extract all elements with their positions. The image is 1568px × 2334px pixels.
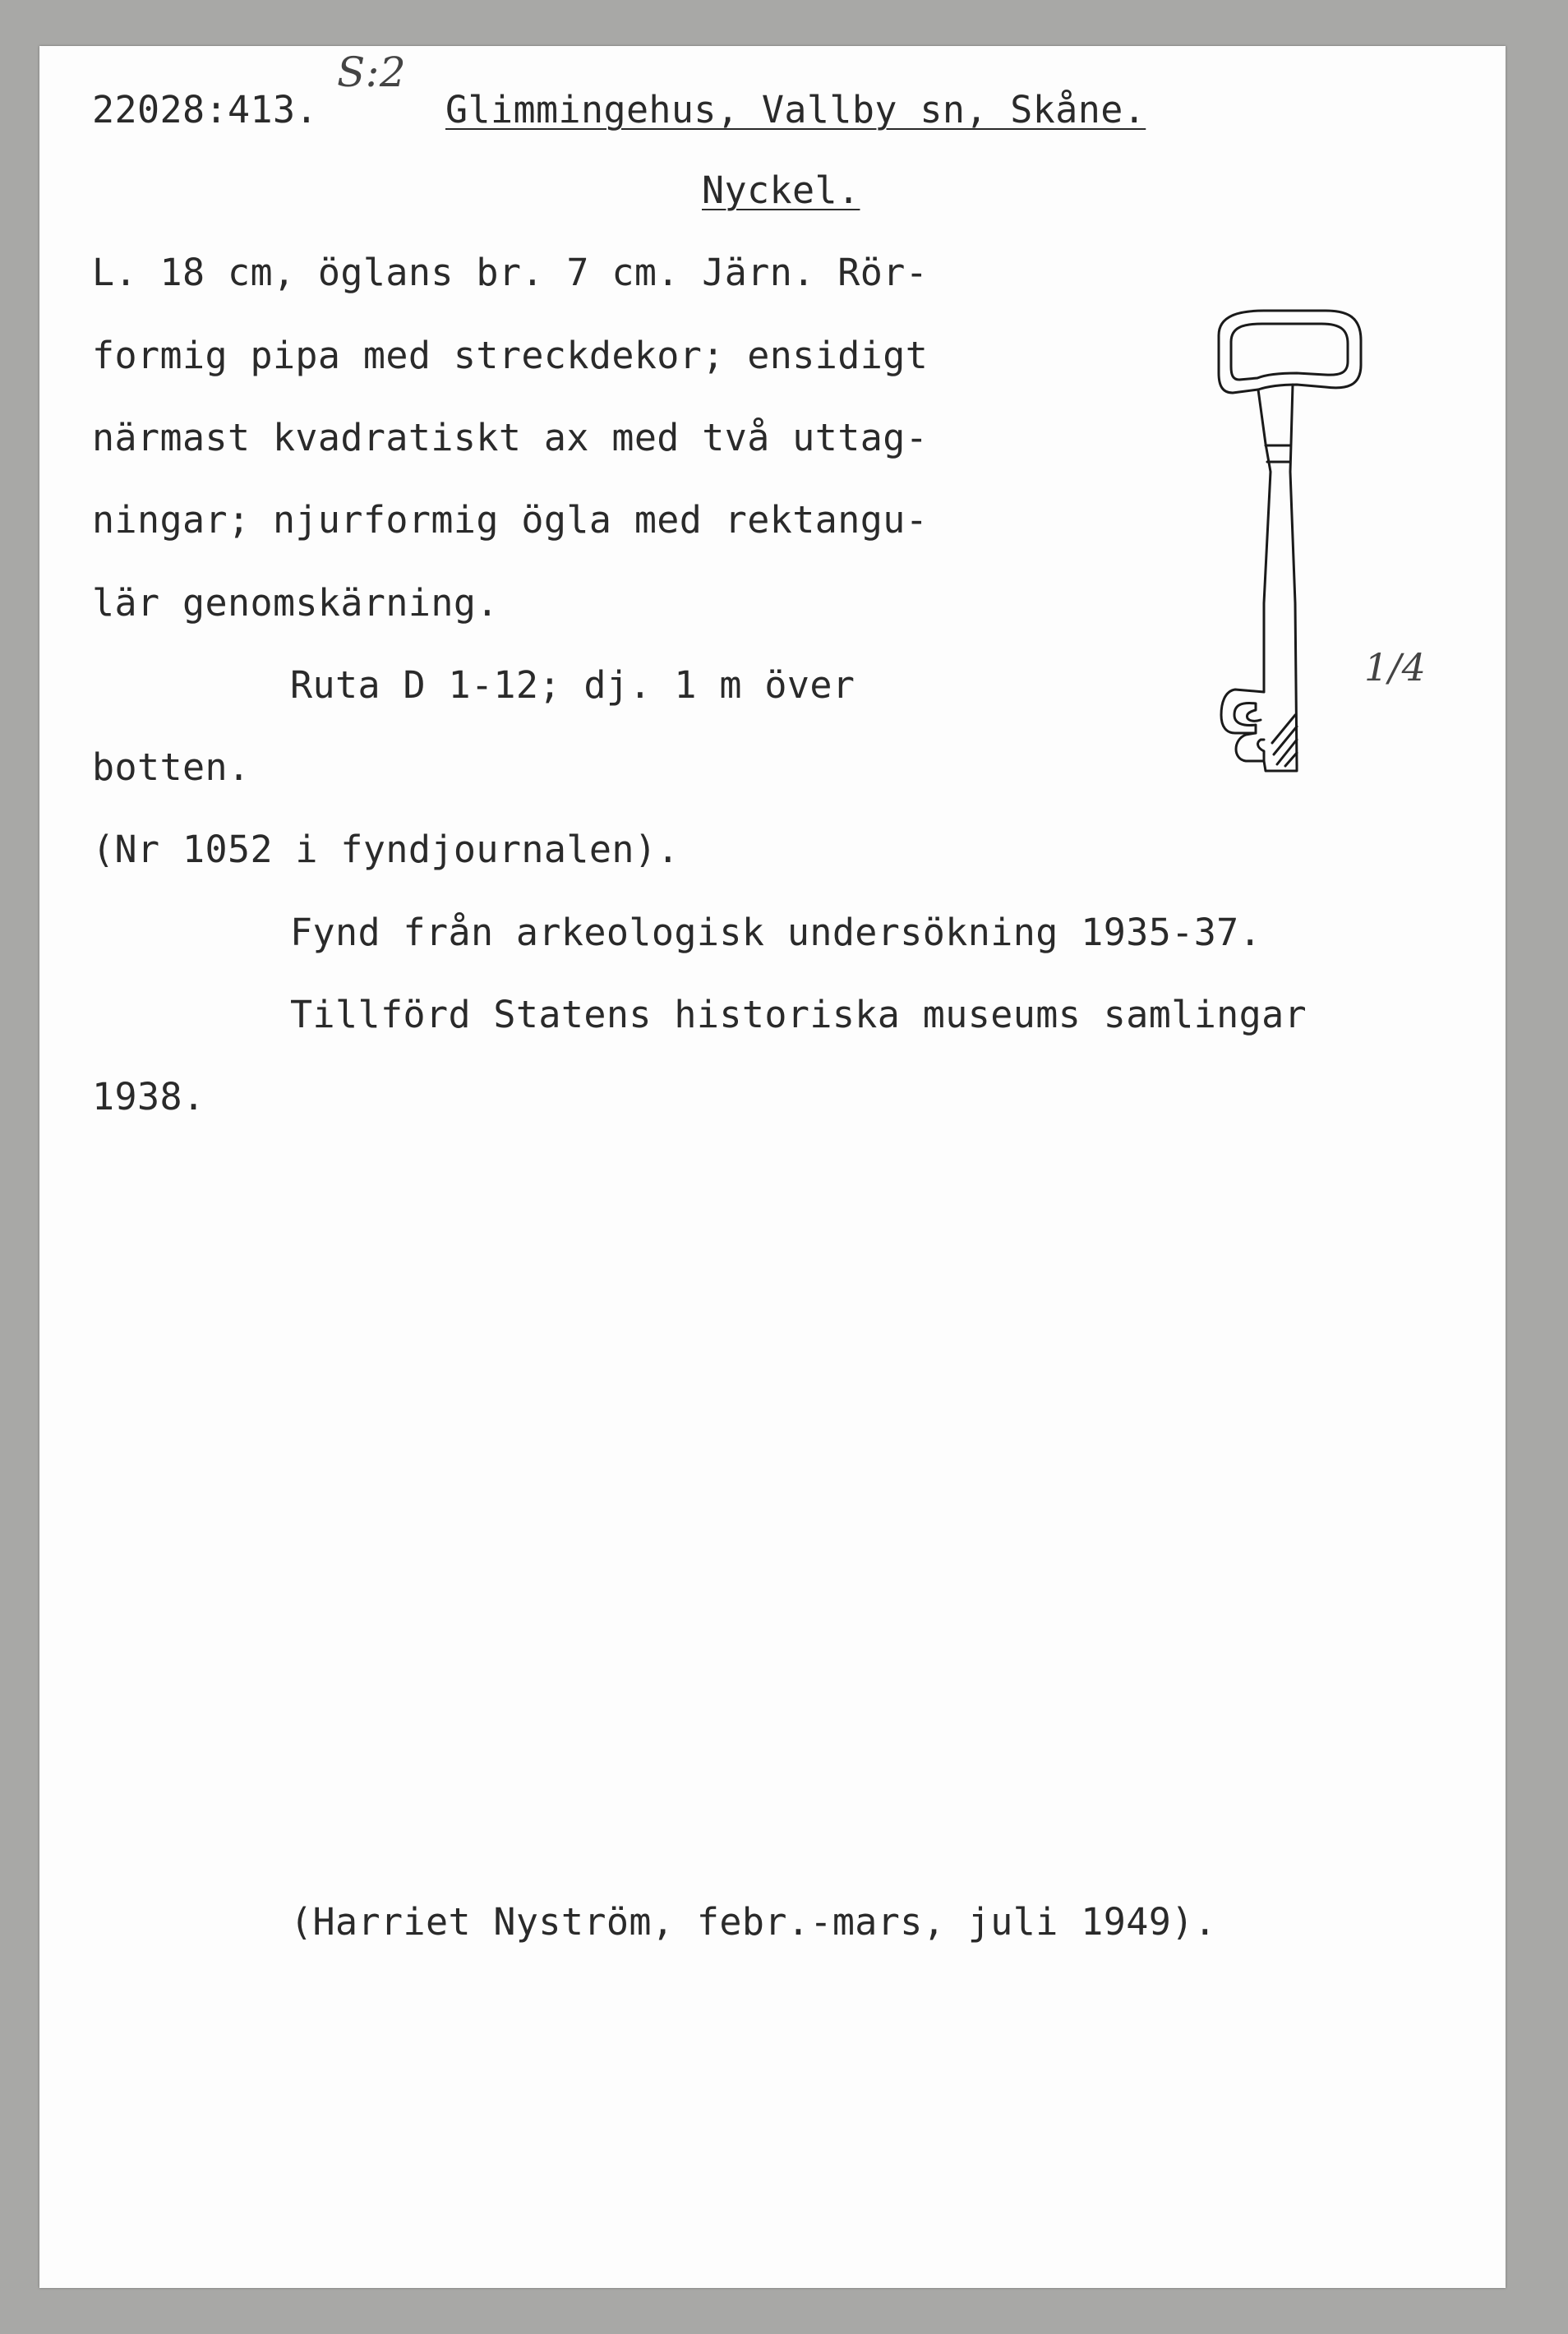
signature: (Harriet Nyström, febr.-mars, juli 1949). (290, 1900, 1217, 1944)
catalog-card (39, 46, 1506, 2288)
location-line: botten. (92, 745, 251, 789)
accession-line: Tillförd Statens historiska museums samlingar (290, 993, 1307, 1036)
handwritten-addition: S:2 (337, 48, 407, 96)
description-line: formig pipa med streckdekor; ensidigt (92, 334, 929, 377)
journal-reference: (Nr 1052 i fyndjournalen). (92, 828, 680, 871)
description-line: närmast kvadratiskt ax med två uttag- (92, 416, 929, 459)
object-name: Nyckel. (702, 168, 860, 212)
catalog-number: 22028:413. (92, 88, 318, 131)
description-line: L. 18 cm, öglans br. 7 cm. Järn. Rör- (92, 251, 929, 294)
description-line: lär genomskärning. (92, 581, 499, 625)
locality-heading: Glimmingehus, Vallby sn, Skåne. (445, 88, 1146, 131)
description-line: ningar; njurformig ögla med rektangu- (92, 498, 929, 542)
scale-note: 1/4 (1364, 645, 1427, 690)
location-line: Ruta D 1-12; dj. 1 m över (290, 663, 855, 707)
accession-line: 1938. (92, 1075, 205, 1119)
find-note: Fynd från arkeologisk undersökning 1935-37. (290, 911, 1262, 954)
key-drawing (1141, 283, 1404, 776)
